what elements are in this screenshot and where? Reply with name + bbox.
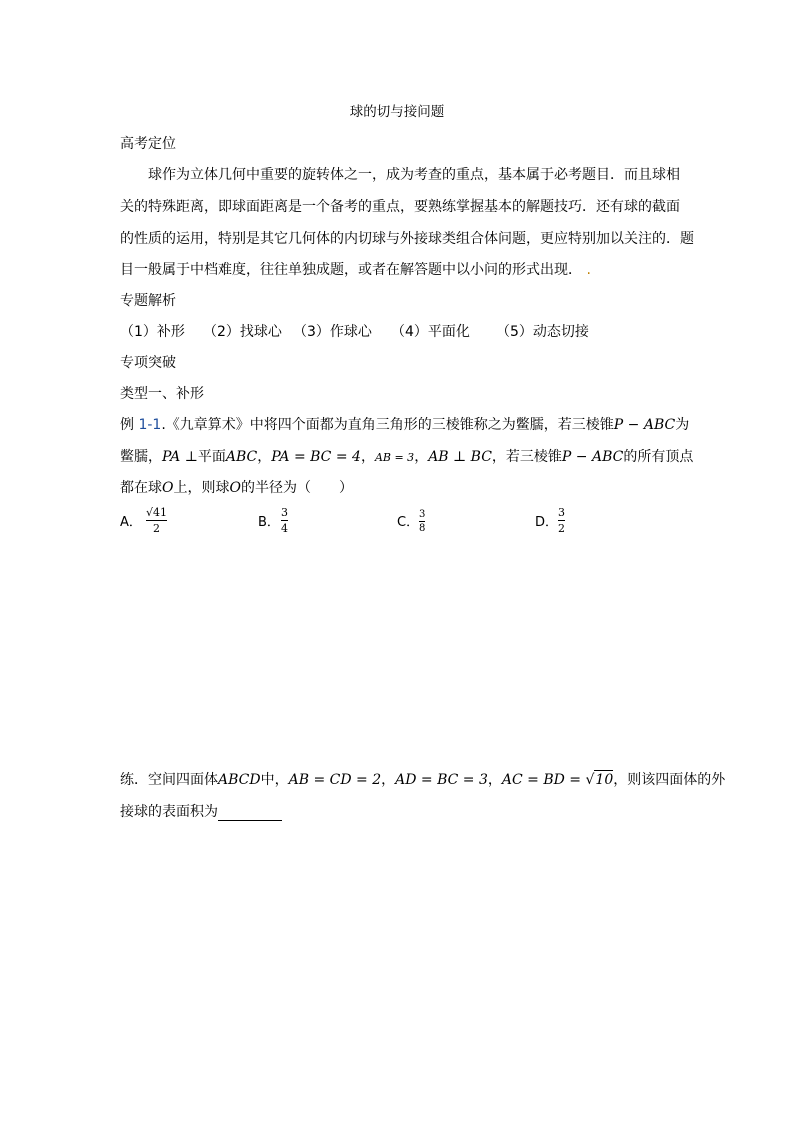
option-b-numerator: 3 [281, 506, 288, 519]
option-a-numerator: √41 [146, 506, 168, 519]
fraction-bar [419, 521, 425, 522]
document-title: 球的切与接问题 [349, 104, 445, 120]
example-text-1: .《九章算术》中将四个面都为直角三角形的三棱锥称之为鳖臑，若三棱锥 [161, 417, 614, 433]
math-o-2: O [229, 480, 241, 496]
paragraph-line-3: 的性质的运用，特别是其它几何体的内切球与外接球类组合体问题，更应特别加以关注的．题 [120, 231, 694, 247]
option-d-denominator: 2 [558, 522, 565, 535]
paragraph-line-4 [120, 261, 591, 279]
example-text-1b: 为 [675, 417, 690, 433]
math-o: O [162, 480, 174, 496]
math-sqrt: √10 [585, 772, 614, 788]
math-pabc: P − ABC [613, 417, 676, 433]
practice-text-a: 练．空间四面体 [120, 772, 218, 788]
example-line-3 [120, 479, 353, 497]
practice-line-1 [120, 770, 725, 789]
example-line-2 [120, 448, 693, 467]
method-1: （1）补形 [120, 324, 185, 340]
math-pa-perp: PA ⊥ [162, 449, 198, 465]
option-c-label: C． [397, 515, 420, 530]
section-heading-breakthrough: 专项突破 [120, 355, 176, 371]
fraction-bar [281, 520, 288, 521]
example-label: 例 [120, 417, 139, 433]
math-ac-bd: AC = BD = [501, 772, 586, 788]
option-d-label: D． [535, 515, 559, 530]
option-d-fraction [558, 506, 565, 535]
section-heading-analysis: 专题解析 [120, 293, 176, 309]
paragraph-line-1: 球作为立体几何中重要的旋转体之一，成为考查的重点，基本属于必考题目．而且球相 [148, 167, 680, 183]
type-heading: 类型一、补形 [120, 386, 204, 402]
practice-text-c: ， [381, 772, 396, 788]
example-text-2a: 鳖臑， [120, 449, 162, 465]
option-a-denominator: 2 [153, 522, 160, 535]
method-2: （2）找球心 [203, 324, 282, 340]
practice-text-e: ，则该四面体的外 [613, 772, 726, 788]
practice-text-d: ， [487, 772, 502, 788]
example-line-1 [120, 416, 689, 434]
example-text-2f: ，若三棱锥 [491, 449, 562, 465]
method-3: （3）作球心 [293, 324, 372, 340]
example-text-3c: 的半径为（ ） [240, 480, 353, 496]
practice-text-b: 中， [260, 772, 289, 788]
practice-text-line2: 接球的表面积为 [120, 804, 218, 820]
option-b-denominator: 4 [281, 522, 288, 535]
answer-blank[interactable] [218, 806, 282, 821]
option-a-label: A． [120, 515, 142, 530]
math-ad-bc: AD = BC = 3 [395, 772, 488, 788]
math-abc: ABC [225, 449, 258, 465]
math-ab-cd: AB = CD = 2 [288, 772, 382, 788]
option-b-label: B． [258, 515, 280, 530]
paragraph-line-2: 关的特殊距离，即球面距离是一个备考的重点，要熟练掌握基本的解题技巧．还有球的截面 [120, 199, 680, 215]
example-text-2c: ， [257, 449, 272, 465]
example-text-2e: ， [414, 449, 429, 465]
fraction-bar [146, 520, 167, 521]
math-pa-bc: PA = BC = 4 [271, 449, 361, 465]
option-a-fraction [146, 506, 167, 535]
example-text-2d: ， [360, 449, 375, 465]
math-ab-perp-bc: AB ⊥ BC [428, 449, 492, 465]
practice-line-2 [120, 803, 282, 821]
option-d-numerator: 3 [558, 506, 565, 519]
option-c-denominator: 8 [419, 523, 426, 534]
section-heading-gaokao: 高考定位 [120, 136, 176, 152]
example-text-3a: 都在球 [120, 480, 162, 496]
math-pabc-2: P − ABC [561, 449, 624, 465]
math-abcd: ABCD [218, 772, 261, 788]
example-text-3b: 上，则球 [173, 480, 230, 496]
decorative-mark: . [582, 262, 591, 278]
option-b-fraction [281, 506, 288, 535]
example-text-2b: 平面 [197, 449, 226, 465]
math-sqrt-radicand: 10 [595, 772, 614, 788]
fraction-bar [558, 520, 565, 521]
option-c-numerator: 3 [419, 509, 426, 520]
math-ab: AB = 3 [374, 451, 415, 464]
option-c-fraction [419, 509, 425, 534]
method-5: （5）动态切接 [496, 324, 589, 340]
example-number: 1-1 [138, 417, 162, 433]
example-text-2g: 的所有顶点 [623, 449, 694, 465]
paragraph-line-4-text: 目一般属于中档难度，往往单独成题，或者在解答题中以小问的形式出现． [120, 262, 582, 278]
method-4: （4）平面化 [391, 324, 470, 340]
